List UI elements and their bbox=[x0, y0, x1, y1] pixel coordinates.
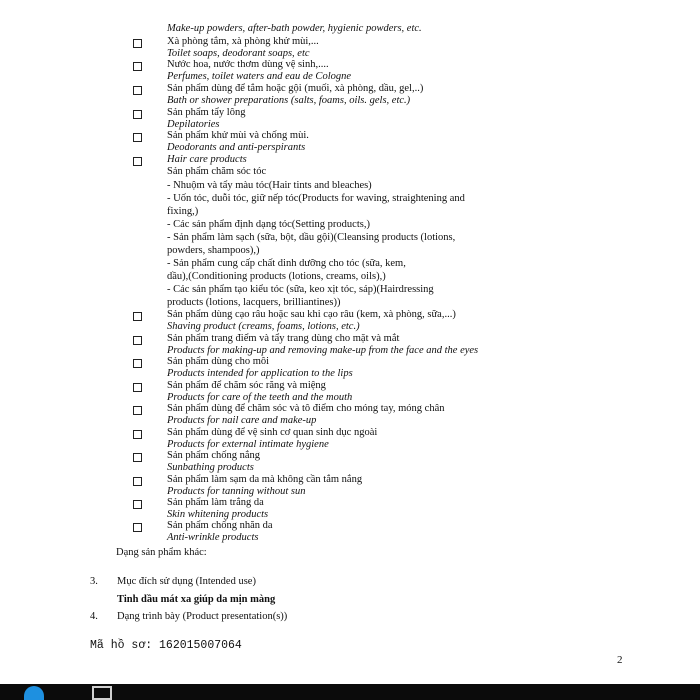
item-12-vi: Sản phẩm dùng để vệ sinh cơ quan sinh dục ngoài bbox=[167, 427, 378, 438]
section-3-value: Tinh dầu mát xa giúp da mịn màng bbox=[117, 594, 276, 605]
page-number: 2 bbox=[617, 654, 623, 666]
item-14-vi: Sản phẩm làm sạm da mà không cần tắm nắng bbox=[167, 474, 363, 485]
item-2-vi: Nước hoa, nước thơm dùng vệ sinh,.... bbox=[167, 59, 329, 70]
item-7-en: Shaving product (creams, foams, lotions, etc.) bbox=[167, 321, 360, 332]
hair-line-3: fixing,) bbox=[167, 206, 199, 217]
item-8-vi: Sản phẩm trang điểm và tẩy trang dùng cho mặt và mắt bbox=[167, 333, 400, 344]
checkbox-shaving[interactable] bbox=[133, 312, 142, 321]
section-3-number: 3. bbox=[90, 576, 98, 587]
hair-line-4: - Các sản phẩm định dạng tóc(Setting products,) bbox=[167, 219, 370, 230]
checkbox-teeth-mouth[interactable] bbox=[133, 383, 142, 392]
section-3-label: Mục đích sử dụng (Intended use) bbox=[117, 576, 256, 587]
item-3-en: Bath or shower preparations (salts, foams, oils. gels, etc.) bbox=[167, 95, 411, 106]
item-12-en: Products for external intimate hygiene bbox=[167, 439, 329, 450]
checkbox-deodorants[interactable] bbox=[133, 133, 142, 142]
item-4-vi: Sản phẩm tẩy lông bbox=[167, 107, 246, 118]
item-13-vi: Sản phẩm chống nắng bbox=[167, 450, 261, 461]
item-2-en: Perfumes, toilet waters and eau de Cologne bbox=[167, 71, 352, 82]
checkbox-make-up[interactable] bbox=[133, 336, 142, 345]
item-11-vi: Sản phẩm dùng để chăm sóc và tô điểm cho móng tay, móng chân bbox=[167, 403, 445, 414]
checkbox-hair-care[interactable] bbox=[133, 157, 142, 166]
window-icon[interactable] bbox=[92, 686, 112, 700]
item-3-vi: Sản phẩm dùng để tắm hoặc gội (muối, xà phòng, dầu, gel,..) bbox=[167, 83, 424, 94]
checkbox-skin-whitening[interactable] bbox=[133, 500, 142, 509]
checkbox-intimate-hygiene[interactable] bbox=[133, 430, 142, 439]
section-4-number: 4. bbox=[90, 611, 98, 622]
item-8-en: Products for making-up and removing make-up from the face and the eyes bbox=[167, 345, 479, 356]
item-16-vi: Sản phẩm chống nhăn da bbox=[167, 520, 273, 531]
taskbar bbox=[0, 684, 700, 700]
item-0-en: Make-up powders, after-bath powder, hygienic powders, etc. bbox=[167, 23, 422, 34]
checkbox-nail-care[interactable] bbox=[133, 406, 142, 415]
other-form-label: Dạng sản phẩm khác: bbox=[116, 547, 207, 558]
hair-line-7: - Sản phẩm cung cấp chất dinh dưỡng cho tóc (sữa, kem, bbox=[167, 258, 406, 269]
item-5-vi: Sản phẩm khử mùi và chống mùi. bbox=[167, 130, 309, 141]
checkbox-bath-preparations[interactable] bbox=[133, 86, 142, 95]
hair-line-1: - Nhuộm và tẩy màu tóc(Hair tints and bleaches) bbox=[167, 180, 372, 191]
hair-line-2: - Uốn tóc, duỗi tóc, giữ nếp tóc(Products for waving, straightening and bbox=[167, 193, 465, 204]
hair-line-9: - Các sản phẩm tạo kiểu tóc (sữa, keo xịt tóc, sáp)(Hairdressing bbox=[167, 284, 434, 295]
checkbox-lips[interactable] bbox=[133, 359, 142, 368]
section-4-label: Dạng trình bày (Product presentation(s)) bbox=[117, 611, 288, 622]
checkbox-toilet-soaps[interactable] bbox=[133, 39, 142, 48]
item-10-en: Products for care of the teeth and the mouth bbox=[167, 392, 353, 403]
checkbox-tanning[interactable] bbox=[133, 477, 142, 486]
item-6-en: Hair care products bbox=[167, 154, 247, 165]
checkbox-perfumes[interactable] bbox=[133, 62, 142, 71]
item-9-vi: Sản phẩm dùng cho môi bbox=[167, 356, 270, 367]
checkbox-sunbathing[interactable] bbox=[133, 453, 142, 462]
hair-line-0: Sản phẩm chăm sóc tóc bbox=[167, 166, 267, 177]
item-15-en: Skin whitening products bbox=[167, 509, 269, 520]
file-number: Mã hồ sơ: 16201500706‌4 bbox=[90, 639, 242, 652]
checkbox-depilatories[interactable] bbox=[133, 110, 142, 119]
item-13-en: Sunbathing products bbox=[167, 462, 254, 473]
hair-line-5: - Sản phẩm làm sạch (sữa, bột, dầu gội)(Cleansing products (lotions, bbox=[167, 232, 456, 243]
item-1-en: Toilet soaps, deodorant soaps, etc bbox=[167, 48, 310, 59]
item-10-vi: Sản phẩm để chăm sóc răng và miệng bbox=[167, 380, 326, 391]
app-icon[interactable] bbox=[24, 686, 44, 700]
item-16-en: Anti-wrinkle products bbox=[167, 532, 259, 543]
item-9-en: Products intended for application to the lips bbox=[167, 368, 353, 379]
item-5-en: Deodorants and anti-perspirants bbox=[167, 142, 306, 153]
checkbox-anti-wrinkle[interactable] bbox=[133, 523, 142, 532]
item-1-vi: Xà phòng tắm, xà phòng khử mùi,... bbox=[167, 36, 319, 47]
hair-line-8: dầu),(Conditioning products (lotions, creams, oils),) bbox=[167, 271, 386, 282]
item-11-en: Products for nail care and make-up bbox=[167, 415, 317, 426]
hair-line-10: products (lotions, lacquers, brilliantines)) bbox=[167, 297, 341, 308]
item-7-vi: Sản phẩm dùng cạo râu hoặc sau khi cạo râu (kem, xà phòng, sữa,...) bbox=[167, 309, 456, 320]
item-15-vi: Sản phẩm làm trắng da bbox=[167, 497, 264, 508]
item-14-en: Products for tanning without sun bbox=[167, 486, 306, 497]
item-4-en: Depilatories bbox=[167, 119, 220, 130]
hair-line-6: powders, shampoos),) bbox=[167, 245, 260, 256]
